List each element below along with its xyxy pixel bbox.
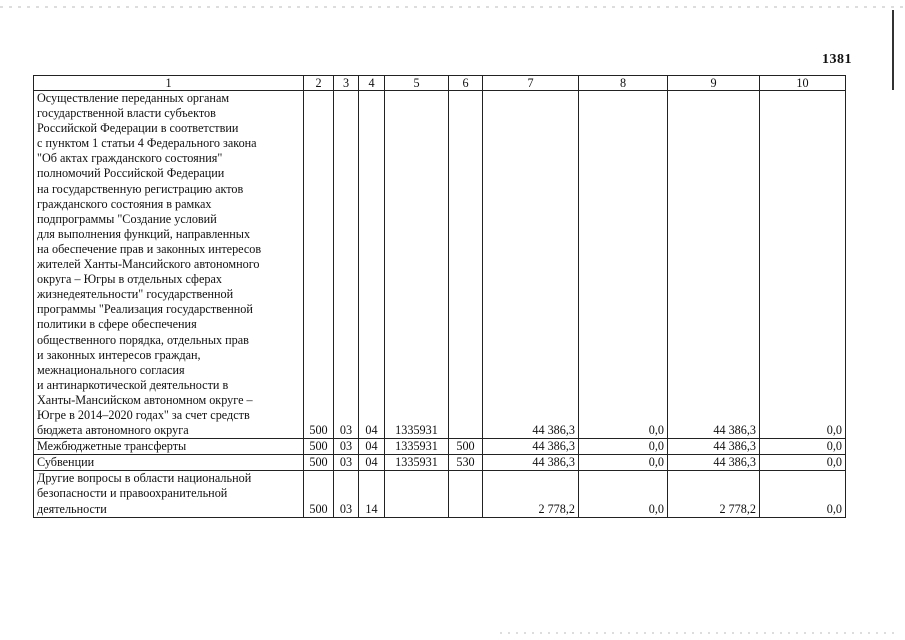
cell-section: 03 (334, 439, 359, 455)
cell-subsection: 14 (359, 471, 385, 517)
cell-target-article: 1335931 (385, 455, 449, 471)
cell-section: 03 (334, 455, 359, 471)
cell-target-article: 1335931 (385, 91, 449, 439)
cell-amount-total: 44 386,3 (483, 91, 579, 439)
cell-expense-type (449, 471, 483, 517)
cell-amount-2: 44 386,3 (668, 455, 760, 471)
table-body (34, 91, 846, 518)
cell-admin-code: 500 (304, 439, 334, 455)
cell-admin-code: 500 (304, 471, 334, 517)
cell-amount-2: 44 386,3 (668, 439, 760, 455)
cell-amount-3: 0,0 (760, 455, 846, 471)
cell-amount-2: 44 386,3 (668, 91, 760, 439)
cell-amount-total: 44 386,3 (483, 455, 579, 471)
col-header-4: 4 (359, 76, 385, 91)
cell-section: 03 (334, 471, 359, 517)
cell-amount-3: 0,0 (760, 91, 846, 439)
cell-amount-federal: 0,0 (579, 91, 668, 439)
cell-expense-type (449, 91, 483, 439)
table-row (34, 455, 846, 471)
col-header-10: 10 (760, 76, 846, 91)
col-header-3: 3 (334, 76, 359, 91)
cell-amount-federal: 0,0 (579, 455, 668, 471)
cell-expense-type: 500 (449, 439, 483, 455)
col-header-8: 8 (579, 76, 668, 91)
cell-amount-federal: 0,0 (579, 471, 668, 517)
row-description: Другие вопросы в области национальной безопасности и правоохранительной деятельности (34, 471, 304, 517)
page-number: 1381 (822, 52, 852, 67)
scan-artifact-bottom (500, 632, 900, 634)
table-row (34, 439, 846, 455)
cell-target-article: 1335931 (385, 439, 449, 455)
col-header-7: 7 (483, 76, 579, 91)
col-header-1: 1 (34, 76, 304, 91)
cell-subsection: 04 (359, 439, 385, 455)
cell-expense-type: 530 (449, 455, 483, 471)
row-description: Субвенции (34, 455, 304, 471)
scan-artifact-top (0, 6, 905, 8)
col-header-6: 6 (449, 76, 483, 91)
cell-amount-3: 0,0 (760, 439, 846, 455)
table-row (34, 91, 846, 439)
budget-table (33, 75, 846, 518)
cell-admin-code: 500 (304, 91, 334, 439)
row-description: Межбюджетные трансферты (34, 439, 304, 455)
cell-subsection: 04 (359, 91, 385, 439)
cell-amount-total: 44 386,3 (483, 439, 579, 455)
col-header-5: 5 (385, 76, 449, 91)
cell-amount-federal: 0,0 (579, 439, 668, 455)
table-header (34, 76, 846, 91)
cell-subsection: 04 (359, 455, 385, 471)
col-header-9: 9 (668, 76, 760, 91)
table-row (34, 471, 846, 517)
cell-target-article (385, 471, 449, 517)
cell-amount-2: 2 778,2 (668, 471, 760, 517)
cell-admin-code: 500 (304, 455, 334, 471)
row-description: Осуществление переданных органам государственной власти субъектов Российской Федерации в соответствии с пунктом 1 статьи 4 Федерального закона "Об актах гражданского состояния" полномочий Российской Федерации на государственную регистрацию актов гражданского состояния в рамках подпрограммы "Создание условий для выполнения функций, направленных на обеспечение прав и законных интересов жителей Ханты-Мансийского автономного округа – Югры в отдельных сферах жизнедеятельности" государственной программы "Реализация государственной политики в сфере обеспечения общественного порядка, отдельных прав и законных интересов граждан, межнационального согласия и антинаркотической деятельности в Ханты-Мансийском автономном округе – Югре в 2014–2020 годах" за счет средств бюджета автономного округа (34, 91, 304, 439)
cell-amount-total: 2 778,2 (483, 471, 579, 517)
col-header-2: 2 (304, 76, 334, 91)
header-row (34, 76, 846, 91)
cell-section: 03 (334, 91, 359, 439)
cell-amount-3: 0,0 (760, 471, 846, 517)
scan-edge-line (892, 10, 894, 90)
